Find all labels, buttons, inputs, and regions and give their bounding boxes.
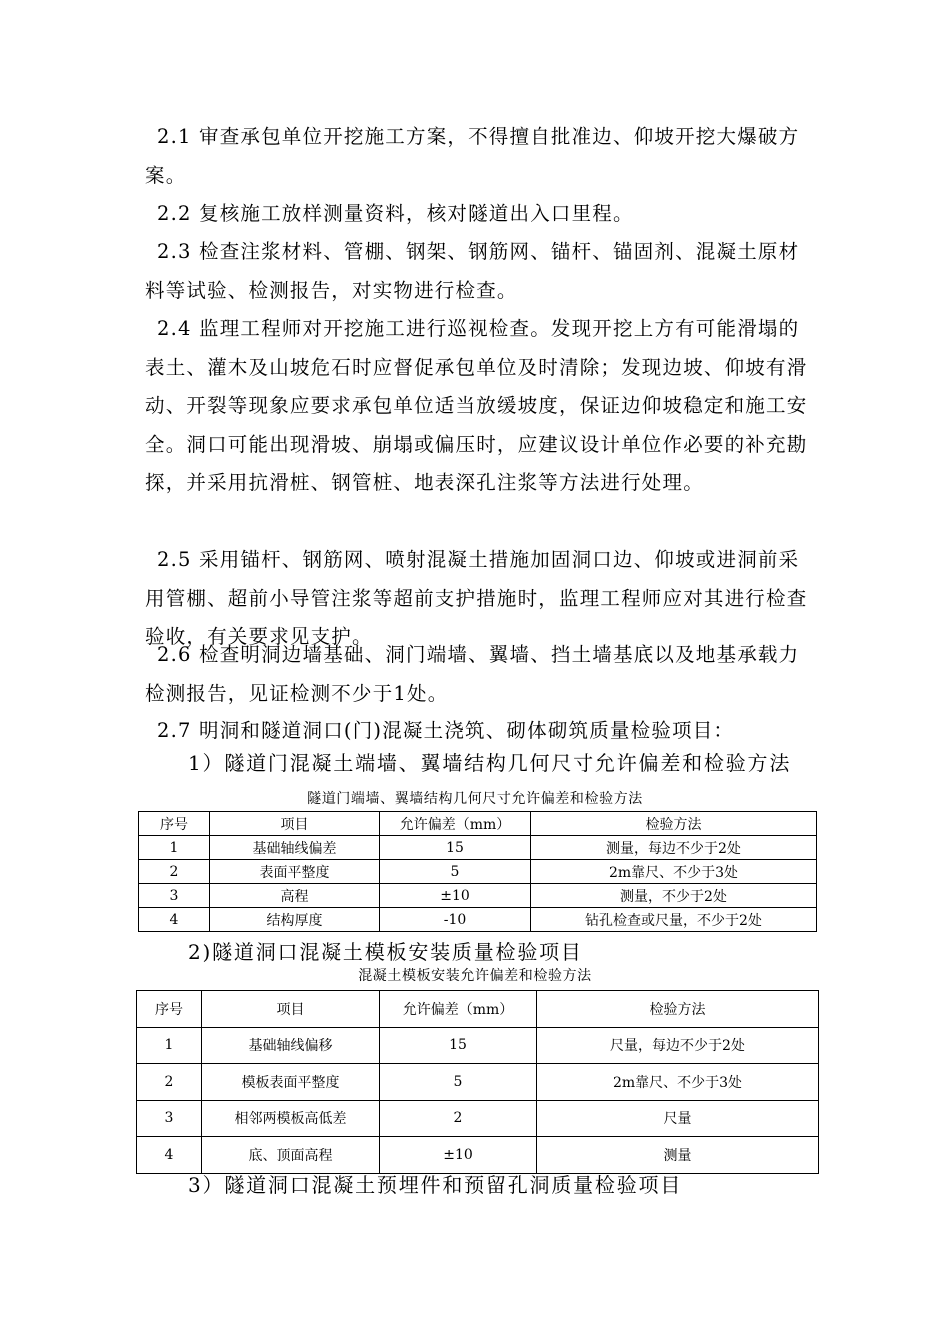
table-row: [137, 1064, 819, 1101]
table-cell: ±10: [380, 1137, 537, 1174]
subheading-3: 3）隧道洞口混凝土预埋件和预留孔洞质量检验项目: [188, 1173, 683, 1197]
table-cell: 尺量: [537, 1100, 819, 1137]
paragraph-2-2: 2.2 复核施工放样测量资料，核对隧道出入口里程。: [157, 202, 634, 225]
table-cell: 2: [380, 1100, 537, 1137]
paragraph-2-4: 2.4 监理工程师对开挖施工进行巡视检查。发现开挖上方有可能滑塌的表土、灌木及山坡危石时应督促承包单位及时清除；发现边坡、仰坡有滑动、开裂等现象应要求承包单位适当放缓坡度，保证边仰坡稳定和施工安全。洞口可能出现滑坡、崩塌或偏压时，应建议设计单位作必要的补充勘探，并采用抗滑桩、钢管桩、地表深孔注浆等方法进行处理。: [145, 317, 808, 494]
table1-caption: 隧道门端墙、翼墙结构几何尺寸允许偏差和检验方法: [307, 791, 643, 807]
table-cell: 3: [137, 1100, 202, 1137]
table-cell: 4: [139, 908, 210, 932]
table-cell: 基础轴线偏差: [210, 836, 380, 860]
table-row: [137, 1027, 819, 1064]
table-cell: 尺量，每边不少于2处: [537, 1027, 819, 1064]
table-cell: 1: [137, 1027, 202, 1064]
table-cell: 4: [137, 1137, 202, 1174]
table2-caption: 混凝土模板安装允许偏差和检验方法: [358, 968, 592, 984]
table-cell: 2m靠尺、不少于3处: [537, 1064, 819, 1101]
header-cell: 允许偏差（mm）: [380, 991, 537, 1028]
table-row: [139, 884, 817, 908]
table-cell: 表面平整度: [210, 860, 380, 884]
header-cell: 序号: [139, 812, 210, 836]
table-cell: 测量: [537, 1137, 819, 1174]
paragraph-2-5: 2.5 采用锚杆、钢筋网、喷射混凝土措施加固洞口边、仰坡或进洞前采用管棚、超前小导管注浆等超前支护措施时，监理工程师应对其进行检查验收，有关要求见支护。: [145, 548, 808, 648]
table-cell: 相邻两模板高低差: [202, 1100, 380, 1137]
table1: [138, 811, 817, 932]
header-cell: 项目: [202, 991, 380, 1028]
paragraph-2-1: 2.1 审查承包单位开挖施工方案，不得擅自批准边、仰坡开挖大爆破方案。: [145, 125, 800, 187]
table-header-row: [139, 812, 817, 836]
table-header-row: [137, 991, 819, 1028]
table-cell: 结构厚度: [210, 908, 380, 932]
table-cell: 2m靠尺、不少于3处: [531, 860, 817, 884]
paragraph-2-7: 2.7 明洞和隧道洞口(门)混凝土浇筑、砌体砌筑质量检验项目：: [157, 719, 735, 742]
table-cell: 5: [380, 860, 531, 884]
table-cell: 2: [137, 1064, 202, 1101]
table-cell: 底、顶面高程: [202, 1137, 380, 1174]
table-cell: -10: [380, 908, 531, 932]
header-cell: 检验方法: [531, 812, 817, 836]
paragraph-2-6: 2.6 检查明洞边墙基础、洞门端墙、翼墙、挡土墙基底以及地基承载力检测报告，见证检测不少于1处。: [145, 643, 800, 705]
table-cell: 15: [380, 1027, 537, 1064]
table-cell: 高程: [210, 884, 380, 908]
header-cell: 检验方法: [537, 991, 819, 1028]
table-row: [139, 908, 817, 932]
subheading-1: 1）隧道门混凝土端墙、翼墙结构几何尺寸允许偏差和检验方法: [188, 751, 792, 775]
table-row: [137, 1137, 819, 1174]
table-cell: 2: [139, 860, 210, 884]
table2: [136, 990, 819, 1174]
table-cell: 测量，每边不少于2处: [531, 836, 817, 860]
table-cell: 模板表面平整度: [202, 1064, 380, 1101]
table-row: [137, 1100, 819, 1137]
subheading-2: 2)隧道洞口混凝土模板安装质量检验项目: [188, 940, 583, 964]
table-cell: ±10: [380, 884, 531, 908]
header-cell: 允许偏差（mm）: [380, 812, 531, 836]
table-cell: 15: [380, 836, 531, 860]
table-cell: 钻孔检查或尺量，不少于2处: [531, 908, 817, 932]
table-cell: 3: [139, 884, 210, 908]
table-cell: 基础轴线偏移: [202, 1027, 380, 1064]
header-cell: 项目: [210, 812, 380, 836]
table-cell: 1: [139, 836, 210, 860]
paragraph-2-3: 2.3 检查注浆材料、管棚、钢架、钢筋网、锚杆、锚固剂、混凝土原材料等试验、检测报告，对实物进行检查。: [145, 240, 800, 302]
header-cell: 序号: [137, 991, 202, 1028]
table-row: [139, 836, 817, 860]
table-cell: 5: [380, 1064, 537, 1101]
table-cell: 测量，不少于2处: [531, 884, 817, 908]
table-row: [139, 860, 817, 884]
